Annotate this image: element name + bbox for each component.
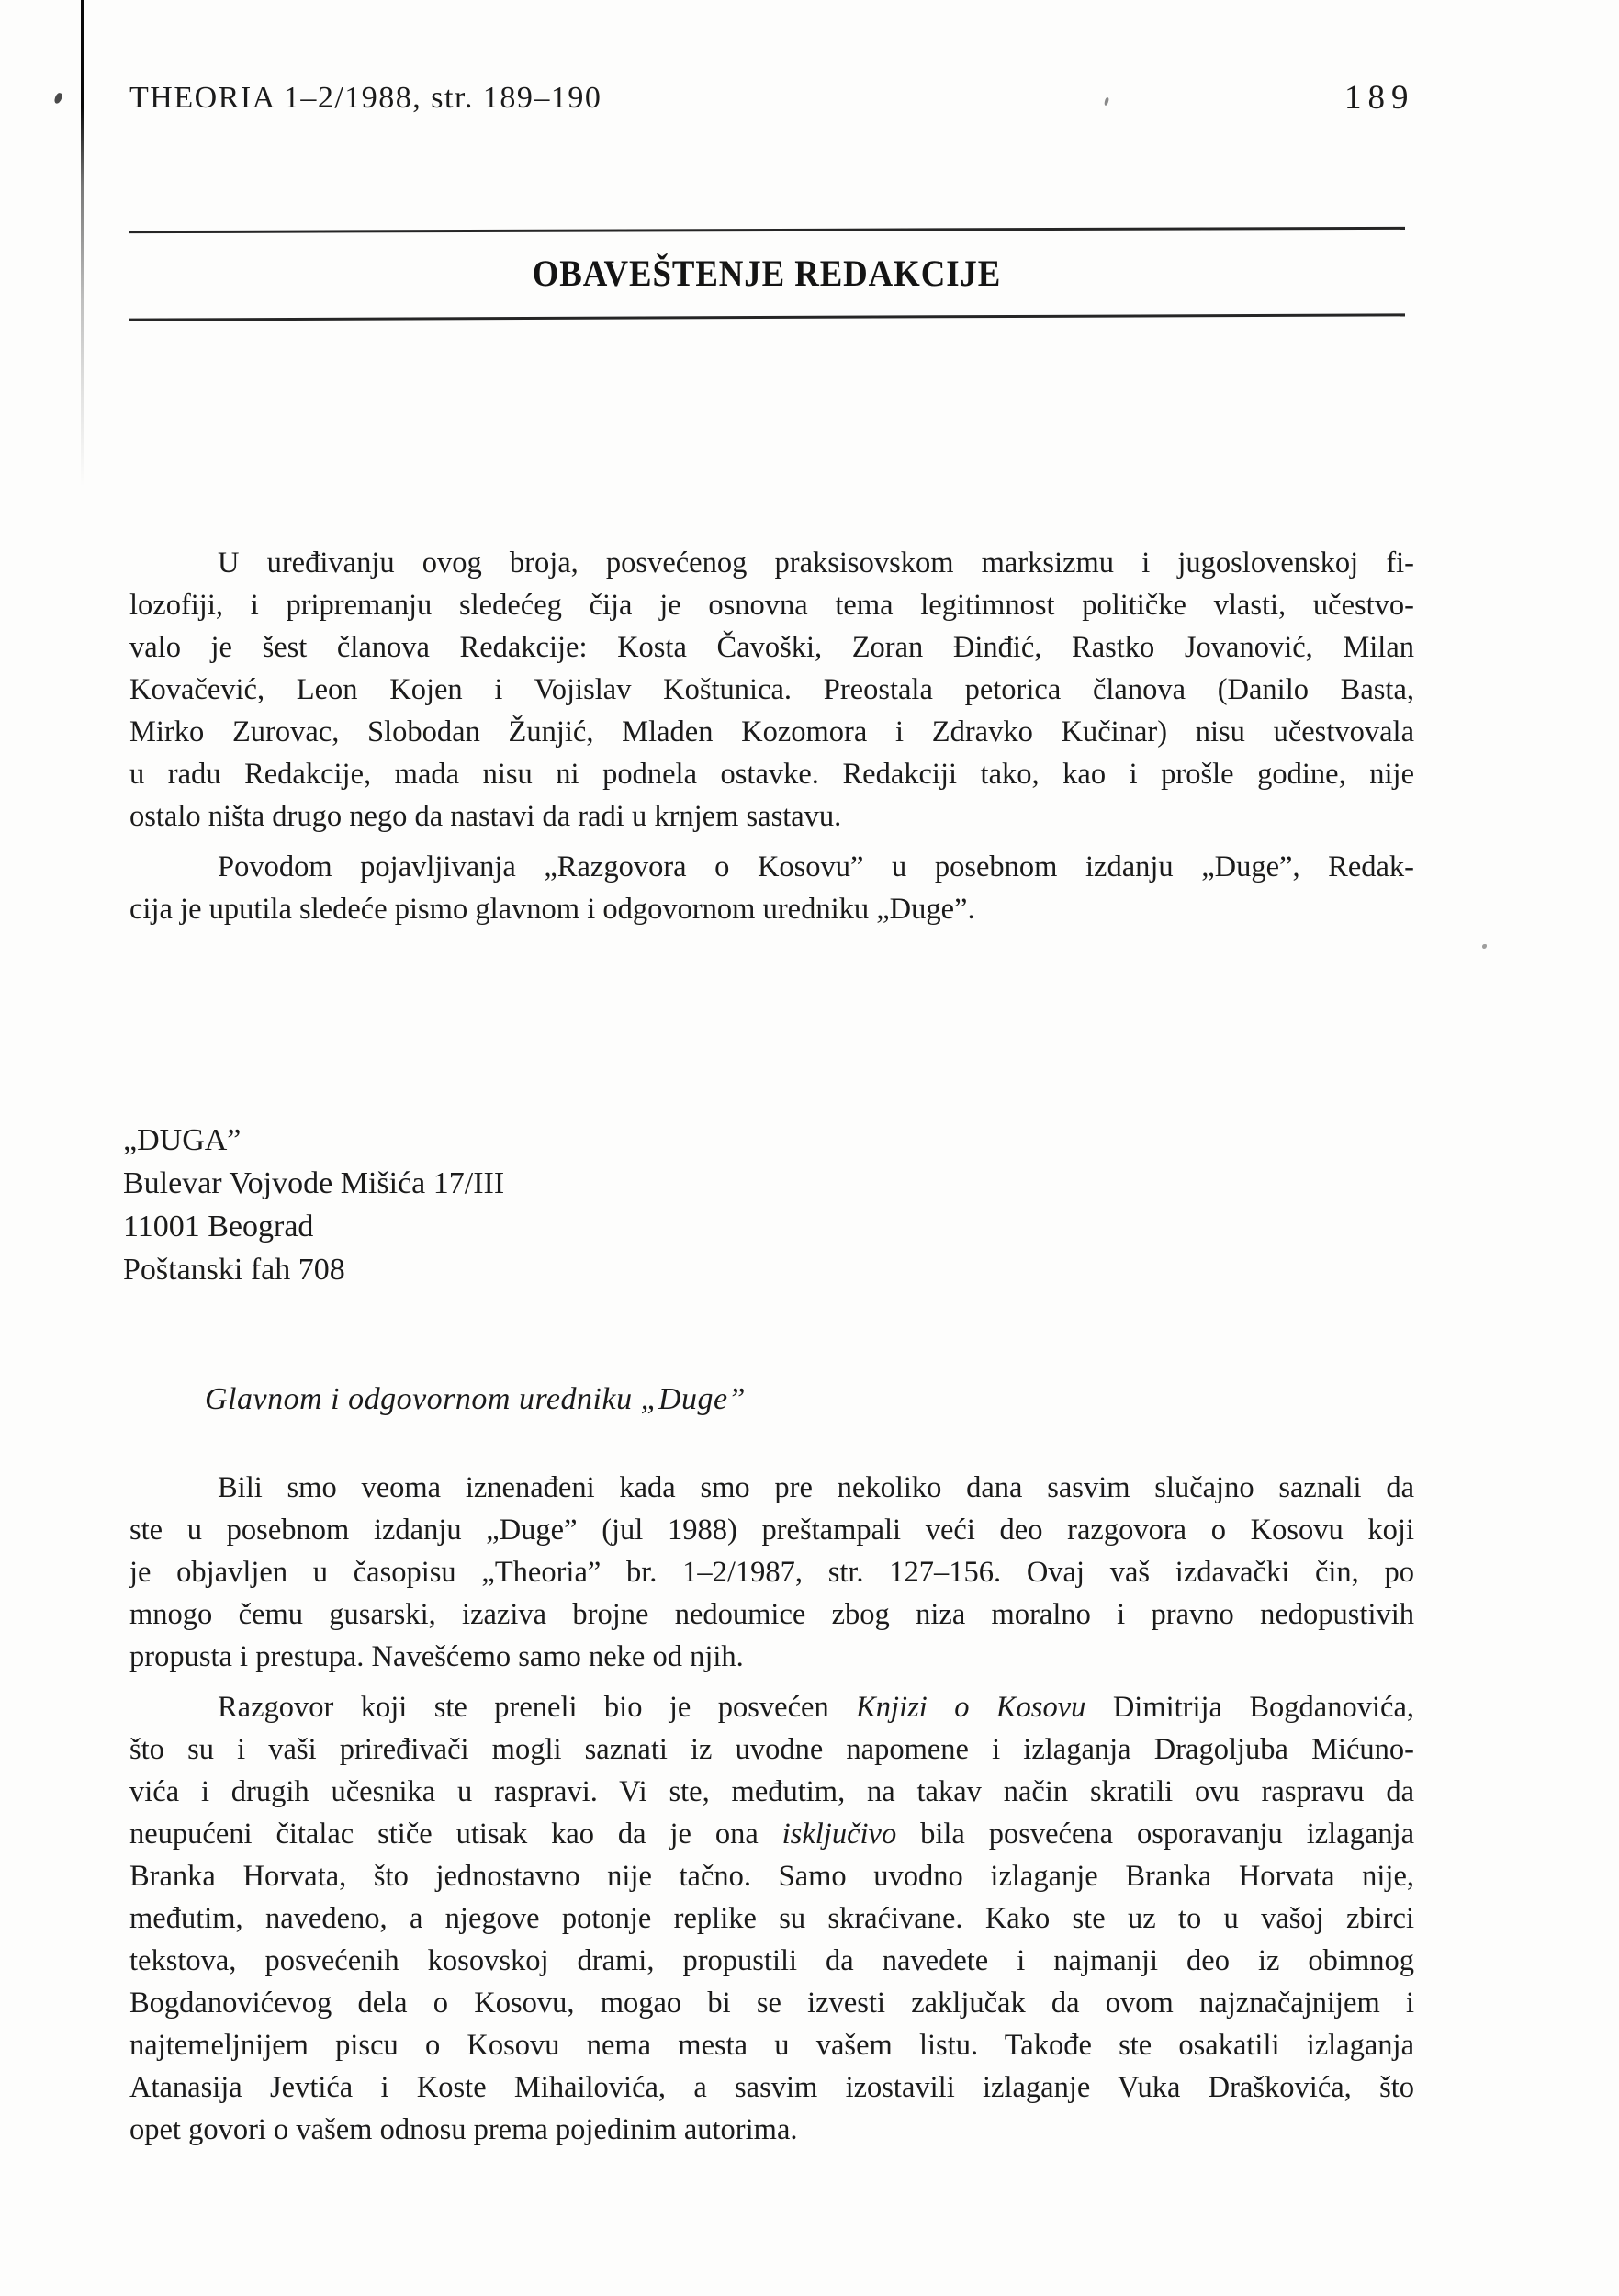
text-line: Poštanski fah 708 [123, 1253, 345, 1287]
text-line: propusta i prestupa. Navešćemo samo neke od njih. [129, 1640, 744, 1673]
text-line: je objavljen u časopisu „Theoria” br. 1–2/1987, str. 127–156. Ovaj vaš izdavački čin, po [129, 1556, 1414, 1589]
text-line: 11001 Beograd [123, 1210, 314, 1244]
text-line: međutim, navedeno, a njegove potonje replike su skraćivane. Kako ste uz to u vašoj zbirci [129, 1902, 1414, 1935]
scan-artifact-vertical-line [81, 0, 84, 487]
text-line: valo je šest članova Redakcije: Kosta Čavoški, Zoran Đinđić, Rastko Jovanović, Milan [129, 631, 1414, 664]
page-number: 189 [1344, 79, 1415, 117]
intro-paragraph-1 [129, 542, 1414, 838]
text-line: Bili smo veoma iznenađeni kada smo pre nekoliko dana sasvim slučajno saznali da [218, 1471, 1414, 1504]
running-header: THEORIA 1–2/1988, str. 189–190 [129, 81, 602, 115]
text-line: opet govori o vašem odnosu prema pojedinim autorima. [129, 2113, 798, 2146]
scan-speck [1104, 97, 1109, 107]
text-line: Kovačević, Leon Kojen i Vojislav Koštunica. Preostala petorica članova (Danilo Basta, [129, 673, 1414, 706]
salutation-line: Glavnom i odgovornom uredniku „Duge” [205, 1382, 747, 1416]
text-line: cija je uputila sledeće pismo glavnom i odgovornom uredniku „Duge”. [129, 893, 975, 926]
text-line: najtemeljnijem piscu o Kosovu nema mesta u vašem listu. Takođe ste osakatili izlaganja [129, 2029, 1414, 2062]
intro-paragraph-2 [129, 846, 1414, 930]
text-line: U uređivanju ovog broja, posvećenog praksisovskom marksizmu i jugoslovenskoj fi- [218, 546, 1414, 580]
text-line: Razgovor koji ste preneli bio je posvećen Knjizi o Kosovu Dimitrija Bogdanovića, [218, 1691, 1414, 1724]
text-line: tekstova, posvećenih kosovskoj drami, propustili da navedete i najmanji deo iz obimnog [129, 1944, 1414, 1977]
text-line: ste u posebnom izdanju „Duge” (jul 1988) preštampali veći deo razgovora o Kosovu koji [129, 1514, 1414, 1547]
text-line: Atanasija Jevtića i Koste Mihailovića, a sasvim izostavili izlaganje Vuka Draškovića, što [129, 2071, 1414, 2104]
text-line: ostalo ništa drugo nego da nastavi da radi u krnjem sastavu. [129, 800, 842, 833]
text-line: Bogdanovićevog dela o Kosovu, mogao bi se izvesti zaključak da ovom najznačajnijem i [129, 1986, 1414, 2020]
scan-speck [53, 92, 62, 105]
title-rule-top [129, 227, 1405, 233]
scan-speck [1482, 944, 1487, 949]
text-line: u radu Redakcije, mada nisu ni podnela ostavke. Redakciji tako, kao i prošle godine, nije [129, 758, 1414, 791]
text-line: mnogo čemu gusarski, izaziva brojne nedoumice zbog niza moralno i pravno nedopustivih [129, 1598, 1414, 1631]
italic-run: isključivo [781, 1818, 897, 1851]
intro-section [129, 542, 1414, 930]
italic-run: Knjizi o Kosovu [856, 1691, 1086, 1724]
letter-paragraph-1 [129, 1467, 1414, 1678]
text-line: Branka Horvata, što jednostavno nije tačno. Samo uvodno izlaganje Branka Horvata nije, [129, 1860, 1414, 1893]
text-line: Povodom pojavljivanja „Razgovora o Kosovu” u posebnom izdanju „Duge”, Redak- [218, 850, 1414, 884]
article-title: OBAVEŠTENJE REDAKCIJE [532, 253, 1002, 294]
recipient-address-block [123, 1119, 504, 1291]
letter-paragraph-2 [129, 1686, 1414, 2151]
text-line: što su i vaši priređivači mogli saznati iz uvodne napomene i izlaganja Dragoljuba Mićuno- [129, 1733, 1414, 1766]
text-line: neupućeni čitalac stiče utisak kao da je ona isključivo bila posvećena osporavanju izlaganja [129, 1818, 1414, 1851]
text-line: lozofiji, i pripremanju sledećeg čija je osnovna tema legitimnost političke vlasti, učestvo- [129, 589, 1414, 622]
letter-body [129, 1467, 1414, 2151]
title-rule-bottom [129, 313, 1405, 321]
text-line: „DUGA” [123, 1123, 242, 1157]
text-line: Mirko Zurovac, Slobodan Žunjić, Mladen Kozomora i Zdravko Kučinar) nisu učestvovala [129, 715, 1414, 748]
text-line: Bulevar Vojvode Mišića 17/III [123, 1166, 505, 1200]
text-line: vića i drugih učesnika u raspravi. Vi ste, međutim, na takav način skratili ovu raspravu da [129, 1775, 1414, 1808]
